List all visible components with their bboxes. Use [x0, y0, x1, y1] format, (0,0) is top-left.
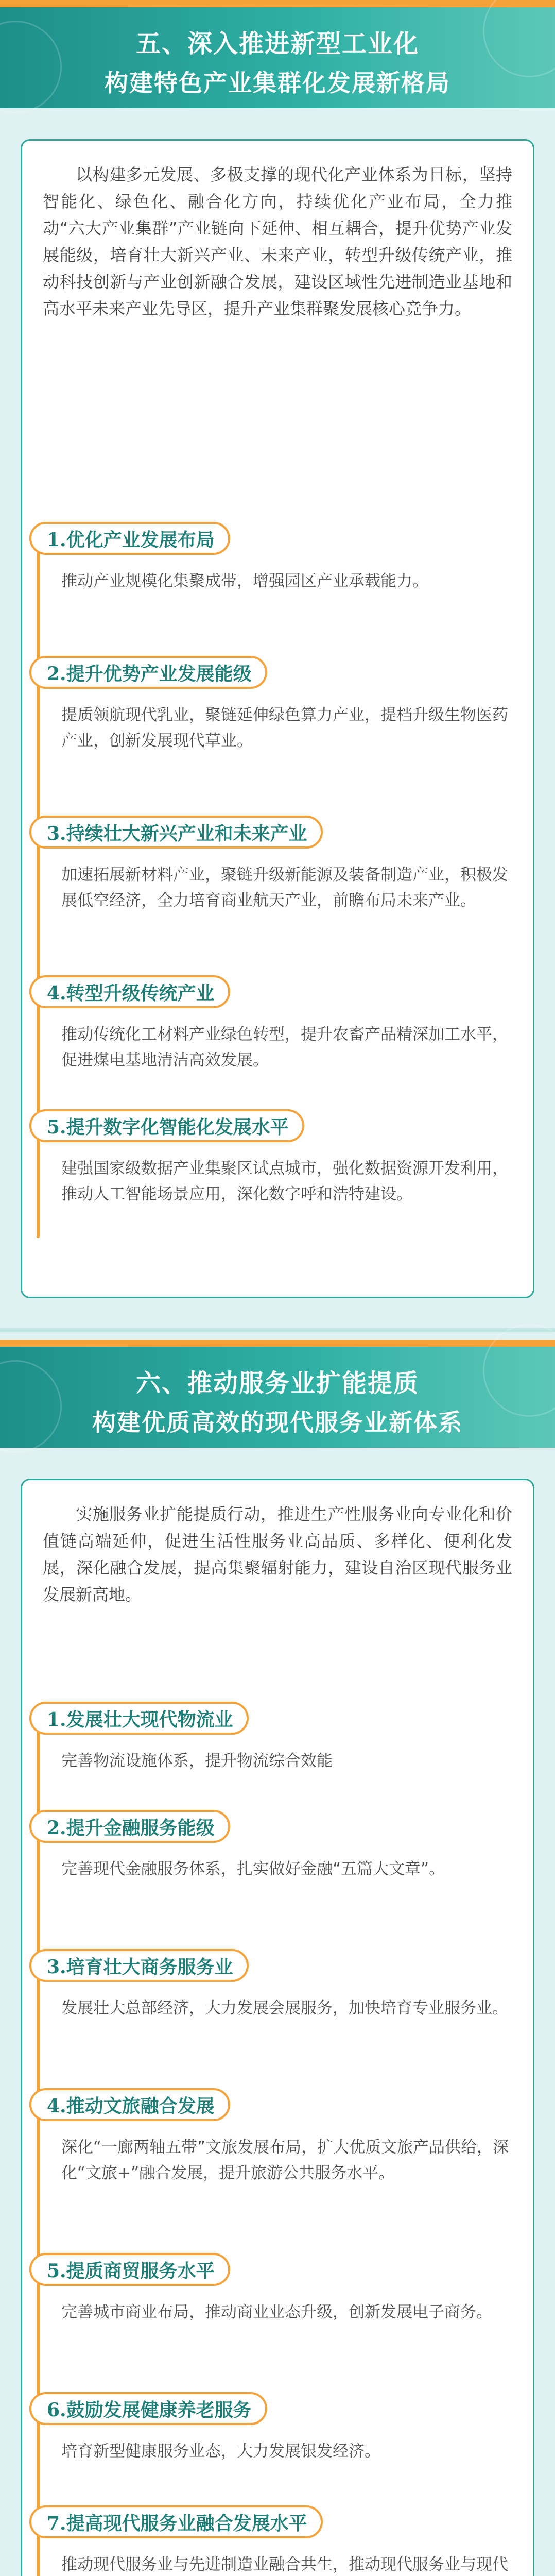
item-heading: 6.鼓励发展健康养老服务 — [29, 2392, 267, 2425]
section-card — [21, 139, 534, 1298]
section-banner — [0, 0, 555, 108]
item-text: 深化“一廊两轴五带”文旅发展布局，扩大优质文旅产品供给，深化“文旅+”融合发展，提升旅游公共服务水平。 — [61, 2138, 509, 2182]
item-text: 完善物流设施体系，提升物流综合效能 — [61, 1752, 333, 1770]
item-heading: 1.优化产业发展布局 — [29, 522, 230, 555]
item-text: 建强国家级数据产业集聚区试点城市，强化数据资源开发利用，推动人工智能场景应用，深化数字呼和浩特建设。 — [61, 1159, 508, 1204]
section-title-line1: 六、推动服务业扩能提质 — [135, 1369, 419, 1398]
item-heading: 5.提升数字化智能化发展水平 — [29, 1109, 304, 1142]
item-text: 推动传统化工材料产业绿色转型，提升农畜产品精深加工水平，促进煤电基地清洁高效发展。 — [61, 1025, 508, 1070]
item-heading: 3.持续壮大新兴产业和未来产业 — [29, 816, 323, 849]
section-title — [0, 24, 555, 98]
section-services — [0, 1340, 555, 2576]
section-title-line2: 构建特色产业集群化发展新格局 — [105, 69, 450, 97]
section-title — [0, 1363, 555, 1438]
item-heading: 2.提升金融服务能级 — [29, 1810, 230, 1843]
item-text: 发展壮大总部经济，大力发展会展服务，加快培育专业服务业。 — [61, 1999, 508, 2018]
item-text: 完善城市商业布局，推动商业业态升级，创新发展电子商务。 — [61, 2303, 492, 2321]
item-text: 完善现代金融服务体系，扎实做好金融“五篇大文章”。 — [61, 1860, 445, 1878]
section-intro: 实施服务业扩能提质行动，推进生产性服务业向专业化和价值链高端延伸，促进生活性服务业高品质、多样化、便利化发展，深化融合发展，提高集聚辐射能力，建设自治区现代服务业发展新高地。 — [43, 1504, 512, 1604]
section-title-line2: 构建优质高效的现代服务业新体系 — [92, 1409, 463, 1436]
banner-stripe — [0, 1340, 555, 1347]
item-text: 加速拓展新材料产业，聚链升级新能源及装备制造产业，积极发展低空经济，全力培育商业航天产业，前瞻布局未来产业。 — [61, 866, 508, 910]
section-card — [21, 1479, 534, 2576]
item-heading: 1.发展壮大现代物流业 — [29, 1702, 249, 1735]
banner-stripe — [0, 0, 555, 7]
item-text: 培育新型健康服务业态，大力发展银发经济。 — [61, 2442, 380, 2461]
section-banner — [0, 1340, 555, 1448]
item-text: 推动产业规模化集聚成带，增强园区产业承载能力。 — [61, 572, 428, 590]
item-text: 提质领航现代乳业，聚链延伸绿色算力产业，提档升级生物医药产业，创新发展现代草业。 — [61, 706, 508, 750]
item-heading: 2.提升优势产业发展能级 — [29, 656, 267, 689]
item-heading: 5.提质商贸服务水平 — [29, 2253, 230, 2286]
timeline-line — [37, 1722, 40, 2576]
section-title-line1: 五、深入推进新型工业化 — [135, 29, 419, 58]
section-intro: 以构建多元发展、多极支撑的现代化产业体系为目标，坚持智能化、绿色化、融合化方向，持续优化产业布局，全力推动“六大产业集群”产业链向下延伸、相互耦合，提升优势产业发展能级，培育壮大新兴产业、未来产业，转型升级传统产业，推动科技创新与产业创新融合发展，建设区域性先进制造业基地和高水平未来产业先导区，提升产业集群聚发展核心竞争力。 — [43, 165, 512, 318]
item-heading: 7.提高现代服务业融合发展水平 — [29, 2505, 323, 2538]
item-heading: 3.培育壮大商务服务业 — [29, 1949, 249, 1982]
item-text: 推动现代服务业与先进制造业融合共生，推动现代服务业与现代 — [61, 2555, 508, 2574]
section-divider — [0, 1328, 555, 1332]
item-heading: 4.转型升级传统产业 — [29, 975, 230, 1008]
item-heading: 4.推动文旅融合发展 — [29, 2088, 230, 2121]
